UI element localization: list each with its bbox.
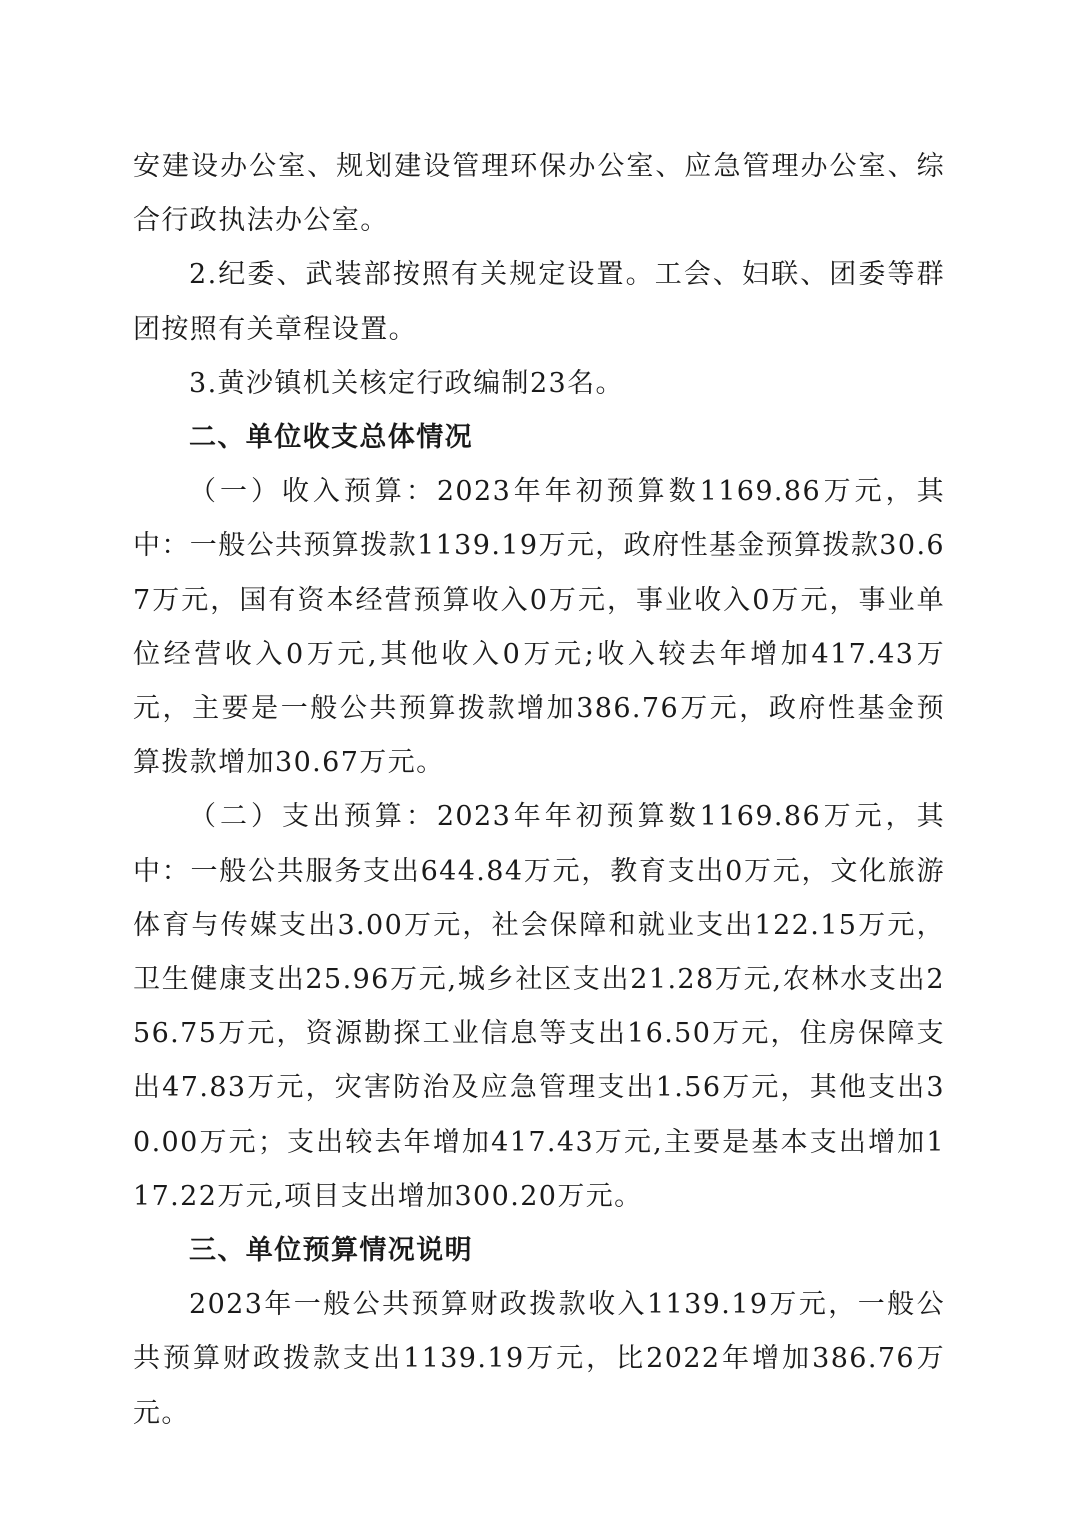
paragraph-income-budget: （一）收入预算：2023年年初预算数1169.86万元，其中：一般公共预算拨款1139.19万元，政府性基金预算拨款30.67万元，国有资本经营预算收入0万元，事业收入0万元，事业单位经营收入0万元,其他收入0万元;收入较去年增加417.43万元，主要是一般公共预算拨款增加386.76万元，政府性基金预算拨款增加30.67万元。 [133,476,945,779]
section-heading-2: 二、单位收支总体情况 [189,422,473,454]
section-heading-3: 三、单位预算情况说明 [189,1235,473,1267]
document-body [133,140,945,1441]
paragraph-expenditure-budget: （二）支出预算：2023年年初预算数1169.86万元，其中：一般公共服务支出644.84万元，教育支出0万元，文化旅游体育与传媒支出3.00万元，社会保障和就业支出122.15万元，卫生健康支出25.96万元,城乡社区支出21.28万元,农林水支出256.75万元，资源勘探工业信息等支出16.50万元，住房保障支出47.83万元，灾害防治及应急管理支出1.56万元，其他支出30.00万元；支出较去年增加417.43万元,主要是基本支出增加117.22万元,项目支出增加300.20万元。 [133,801,945,1212]
paragraph-item-3: 3.黄沙镇机关核定行政编制23名。 [189,367,624,399]
paragraph-budget-explanation: 2023年一般公共预算财政拨款收入1139.19万元，一般公共预算财政拨款支出1139.19万元，比2022年增加386.76万元。 [133,1289,945,1429]
paragraph-office-list: 安建设办公室、规划建设管理环保办公室、应急管理办公室、综合行政执法办公室。 [133,151,945,237]
paragraph-item-2: 2.纪委、武装部按照有关规定设置。工会、妇联、团委等群团按照有关章程设置。 [133,259,945,345]
